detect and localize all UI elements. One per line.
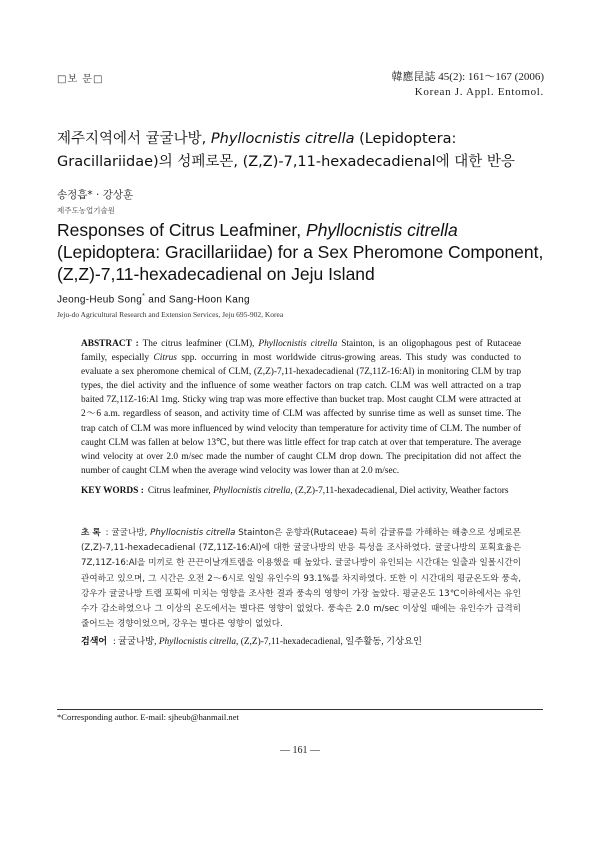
english-title-part1: Responses of Citrus Leafminer, <box>57 220 307 240</box>
abstract-label: ABSTRACT : <box>81 339 139 349</box>
author-2: Sang-Hoon Kang <box>168 294 250 306</box>
author-separator: and <box>145 294 169 306</box>
korean-abstract-label: 초 록 <box>81 528 101 538</box>
korean-abstract <box>81 526 521 632</box>
korean-keyword-species: Phyllocnistis citrella, <box>158 637 239 647</box>
english-title-species: Phyllocnistis citrella <box>306 220 458 240</box>
section-tag: □보 문□ <box>57 74 104 85</box>
english-title <box>57 219 557 285</box>
journal-citation-line1: 韓應昆誌 45(2): 161～167 (2006) <box>391 71 544 83</box>
page-number: — 161 — <box>280 745 320 756</box>
korean-abstract-text-1: : 귤굴나방, <box>102 528 151 538</box>
abstract-text-1: The citrus leafminer (CLM), <box>138 339 259 349</box>
korean-keywords <box>81 633 521 647</box>
english-abstract <box>81 337 521 478</box>
abstract-text-2: Stainton, is an oligophagous pest of Rutaceae family, especially <box>81 339 522 364</box>
english-authors <box>57 293 250 305</box>
korean-keyword-rest: (Z,Z)-7,11-hexadecadienal, 일주활동, 기상요인 <box>238 637 423 647</box>
corresponding-author-footnote: *Corresponding author. E-mail: sjheub@hanmail.net <box>57 712 239 722</box>
corresponding-mark: * <box>142 293 146 300</box>
abstract-text-3: spp. occurring in most worldwide citrus-growing areas. This study was conducted to evaluate a sex pheromone chemical of CLM, (Z,Z)-7,11-hexadecadienal (7Z,11Z-16:Al) in monitoring CLM by trap types, the diel activity and the influence of some weather factors on trap catch. CLM was well attracted on a trap baited 7Z,11Z-16:Al 1mg. Sticky wing trap was more effective than bucket trap. Most caught CLM were attracted at 2～6 a.m. regardless of season, and activity time of CLM was affected by sunrise time as well as sunset time. The trap catch of CLM was more influenced by wind velocity than temperature for activity time of CLM. The number of caught CLM was fallen at below 13℃, but there was little effect for trap catch at over that temperature. The average wind velocity at over 2.0 m/sec made the number of caught CLM drop down. The precipitation did not affect the number of caught CLM when the average wind velocity was lower than at 2.0 m/sec. <box>81 353 521 476</box>
keywords-label: KEY WORDS : <box>81 486 144 496</box>
journal-name: Korean J. Appl. Entomol. <box>414 86 544 98</box>
korean-title <box>57 128 557 174</box>
keywords-list <box>148 484 509 498</box>
keyword-species: Phyllocnistis citrella, <box>213 486 293 496</box>
keyword-1: Citrus leafminer, <box>147 486 214 496</box>
english-affiliation: Jeju-do Agricultural Research and Extension Services, Jeju 695-902, Korea <box>57 310 284 319</box>
korean-affiliation: 제주도농업기술원 <box>57 206 115 215</box>
abstract-genus: Citrus <box>153 353 177 364</box>
author-1: Jeong-Heub Song <box>57 294 143 306</box>
korean-title-part1: 제주지역에서 귤굴나방, <box>57 131 211 147</box>
korean-abstract-species: Phyllocnistis citrella <box>150 528 236 538</box>
abstract-species: Phyllocnistis citrella <box>258 339 338 349</box>
english-keywords <box>81 484 521 498</box>
korean-keywords-label: 검색어 <box>81 637 108 647</box>
korean-authors: 송정흡* · 강상훈 <box>57 189 134 201</box>
korean-abstract-text-2: Stainton은 운향과(Rutaceae) 특히 감귤류를 가해하는 해충으로 성페로몬 (Z,Z)-7,11-hexadecadienal (7Z,11Z-16:Al)에 대한 귤굴나방의 반응 특성을 조사하였다. 귤굴나방의 포획효율은 7Z,11Z-16:Al을 미끼로 한 끈끈이날개트랩을 이용했을 때 높았다. 귤굴나방이 유인되는 시간대는 일출과 일몰시간이 관여하고 있으며, 그 시간은 오전 2～6시로 일일 유인수의 93.1%를 차지하였다. 또한 이 시간대의 평균온도와 풍속, 강우가 귤굴나방 트랩 포획에 미치는 영향을 조사한 결과 풍속의 영향이 가장 높았다. 평균온도 13℃이하에서는 유인수가 감소하였으나 그 이상의 온도에서는 별다른 영향이 없었다. 풍속은 2.0 m/sec 이상일 때에는 유인수가 급격히 줄어드는 경향이었으며, 강우는 별다른 영향이 없었다. <box>81 528 521 630</box>
keyword-rest: (Z,Z)-7,11-hexadecadienal, Diel activity, Weather factors <box>292 486 509 496</box>
footnote-divider <box>57 709 543 710</box>
korean-keyword-1: : 귤굴나방, <box>113 637 159 647</box>
journal-citation <box>392 70 544 100</box>
korean-title-part2: (Lepidoptera: Gracillariidae)의 성페로몬, (Z,Z)-7,11-hexadecadienal에 대한 반응 <box>57 131 515 170</box>
english-title-part2: (Lepidoptera: Gracillariidae) for a Sex Pheromone Component, (Z,Z)-7,11-hexadecadienal on Jeju Island <box>57 242 544 284</box>
korean-title-species: Phyllocnistis citrella <box>210 131 355 147</box>
